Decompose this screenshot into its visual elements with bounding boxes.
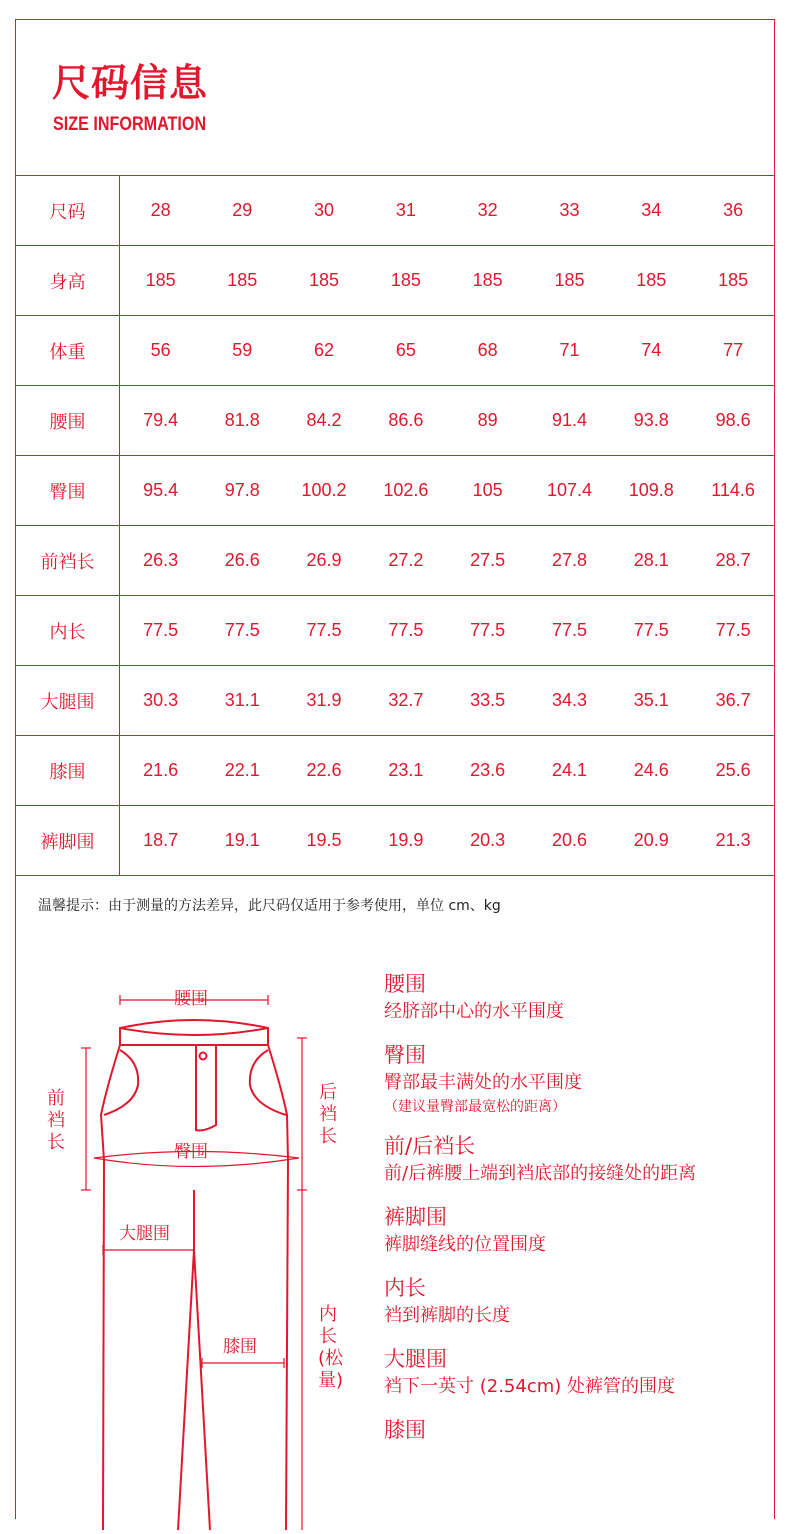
table-cell: 34.3 [529, 666, 611, 736]
table-cell: 20.6 [529, 806, 611, 876]
table-row [16, 176, 774, 246]
diagram-label-knee: 膝围 [223, 1337, 257, 1357]
table-cell: 77.5 [201, 596, 283, 666]
table-cell: 59 [201, 316, 283, 386]
table-cell: 18.7 [120, 806, 202, 876]
table-cell: 97.8 [201, 456, 283, 526]
table-cell: 32 [447, 176, 529, 246]
legend-description: 裆下一英寸 (2.54cm) 处裤管的围度 [384, 1376, 675, 1397]
table-cell: 77.5 [447, 596, 529, 666]
table-cell: 185 [692, 246, 774, 316]
table-cell: 26.6 [201, 526, 283, 596]
legend-item [384, 1041, 774, 1117]
table-cell: 93.8 [610, 386, 692, 456]
page-title: 尺码信息 [52, 61, 209, 105]
table-cell: 20.3 [447, 806, 529, 876]
legend-term: 膝围 [384, 1418, 426, 1442]
legend-description: 裆到裤脚的长度 [384, 1305, 510, 1326]
table-cell: 28.7 [692, 526, 774, 596]
table-cell: 109.8 [610, 456, 692, 526]
diagram-label-front-rise: 前裆长 [47, 1088, 65, 1153]
page-subtitle: SIZE INFORMATION [53, 114, 207, 135]
table-cell: 28 [120, 176, 202, 246]
table-cell: 114.6 [692, 456, 774, 526]
table-cell: 185 [120, 246, 202, 316]
legend-note: （建议量臀部最宽松的距离） [384, 1099, 566, 1115]
row-header: 膝围 [16, 736, 120, 806]
table-cell: 89 [447, 386, 529, 456]
legend-item [384, 970, 774, 1026]
legend-term: 大腿围 [384, 1347, 447, 1371]
row-header: 尺码 [16, 176, 120, 246]
size-table [16, 176, 774, 876]
table-cell: 71 [529, 316, 611, 386]
legend-term: 前/后裆长 [384, 1134, 476, 1158]
table-row [16, 666, 774, 736]
table-row [16, 246, 774, 316]
legend-term: 裤脚围 [384, 1205, 447, 1229]
table-cell: 33 [529, 176, 611, 246]
table-cell: 33.5 [447, 666, 529, 736]
table-cell: 95.4 [120, 456, 202, 526]
table-cell: 20.9 [610, 806, 692, 876]
legend-item [384, 1416, 774, 1444]
table-cell: 22.1 [201, 736, 283, 806]
table-cell: 26.9 [283, 526, 365, 596]
table-row [16, 386, 774, 456]
table-cell: 100.2 [283, 456, 365, 526]
table-cell: 26.3 [120, 526, 202, 596]
table-cell: 62 [283, 316, 365, 386]
legend-description: 臀部最丰满处的水平围度 [384, 1072, 582, 1093]
table-cell: 27.8 [529, 526, 611, 596]
right-leg-outline [268, 1045, 288, 1530]
table-cell: 185 [283, 246, 365, 316]
legend-item [384, 1345, 774, 1401]
diagram-label-waist: 腰围 [174, 989, 208, 1009]
legend-item [384, 1274, 774, 1330]
row-header: 臀围 [16, 456, 120, 526]
table-cell: 77.5 [610, 596, 692, 666]
row-header: 裤脚围 [16, 806, 120, 876]
diagram-label-inseam: 内长(松量) [318, 1304, 344, 1391]
table-cell: 31.9 [283, 666, 365, 736]
table-cell: 30.3 [120, 666, 202, 736]
table-row [16, 456, 774, 526]
table-cell: 185 [529, 246, 611, 316]
table-cell: 29 [201, 176, 283, 246]
row-header: 前裆长 [16, 526, 120, 596]
size-chart-frame [15, 19, 775, 1519]
table-row [16, 316, 774, 386]
table-cell: 79.4 [120, 386, 202, 456]
pants-diagram [16, 950, 344, 1534]
table-cell: 27.5 [447, 526, 529, 596]
row-header: 身高 [16, 246, 120, 316]
table-cell: 105 [447, 456, 529, 526]
legend-item [384, 1132, 774, 1188]
table-row [16, 736, 774, 806]
table-cell: 23.1 [365, 736, 447, 806]
table-cell: 77.5 [529, 596, 611, 666]
table-cell: 185 [610, 246, 692, 316]
table-cell: 107.4 [529, 456, 611, 526]
table-row [16, 806, 774, 876]
measurement-legend [384, 970, 774, 1459]
table-row [16, 596, 774, 666]
table-cell: 22.6 [283, 736, 365, 806]
pants-diagram-svg [16, 950, 344, 1530]
table-cell: 36 [692, 176, 774, 246]
table-cell: 31 [365, 176, 447, 246]
row-header: 内长 [16, 596, 120, 666]
tip-text: 温馨提示：由于测量的方法差异，此尺码仅适用于参考使用，单位 cm、kg [38, 898, 501, 914]
table-cell: 77.5 [120, 596, 202, 666]
table-cell: 23.6 [447, 736, 529, 806]
table-cell: 27.2 [365, 526, 447, 596]
legend-term: 臀围 [384, 1043, 426, 1067]
table-cell: 81.8 [201, 386, 283, 456]
table-cell: 56 [120, 316, 202, 386]
legend-description: 前/后裤腰上端到裆底部的接缝处的距离 [384, 1163, 697, 1184]
table-cell: 77.5 [283, 596, 365, 666]
table-cell: 185 [447, 246, 529, 316]
row-header: 体重 [16, 316, 120, 386]
table-cell: 74 [610, 316, 692, 386]
table-cell: 25.6 [692, 736, 774, 806]
table-cell: 98.6 [692, 386, 774, 456]
table-cell: 77.5 [692, 596, 774, 666]
table-cell: 21.6 [120, 736, 202, 806]
table-cell: 91.4 [529, 386, 611, 456]
table-cell: 77.5 [365, 596, 447, 666]
diagram-label-back-rise: 后裆长 [319, 1082, 337, 1147]
table-cell: 19.9 [365, 806, 447, 876]
table-cell: 24.1 [529, 736, 611, 806]
table-cell: 32.7 [365, 666, 447, 736]
row-header: 大腿围 [16, 666, 120, 736]
legend-term: 内长 [384, 1276, 426, 1300]
table-cell: 24.6 [610, 736, 692, 806]
table-row [16, 526, 774, 596]
table-cell: 77 [692, 316, 774, 386]
table-cell: 19.5 [283, 806, 365, 876]
legend-description: 经脐部中心的水平围度 [384, 1001, 564, 1022]
table-cell: 86.6 [365, 386, 447, 456]
table-cell: 30 [283, 176, 365, 246]
row-header: 腰围 [16, 386, 120, 456]
table-cell: 84.2 [283, 386, 365, 456]
table-cell: 31.1 [201, 666, 283, 736]
legend-item [384, 1203, 774, 1259]
table-cell: 19.1 [201, 806, 283, 876]
diagram-label-thigh: 大腿围 [119, 1224, 170, 1244]
table-cell: 28.1 [610, 526, 692, 596]
table-cell: 185 [201, 246, 283, 316]
legend-term: 腰围 [384, 972, 426, 996]
table-cell: 102.6 [365, 456, 447, 526]
left-leg-outline [101, 1045, 120, 1530]
table-cell: 35.1 [610, 666, 692, 736]
table-cell: 36.7 [692, 666, 774, 736]
table-cell: 68 [447, 316, 529, 386]
table-cell: 21.3 [692, 806, 774, 876]
table-cell: 185 [365, 246, 447, 316]
header [16, 20, 774, 176]
table-cell: 65 [365, 316, 447, 386]
table-cell: 34 [610, 176, 692, 246]
diagram-label-hip: 臀围 [174, 1142, 208, 1162]
legend-description: 裤脚缝线的位置围度 [384, 1234, 546, 1255]
